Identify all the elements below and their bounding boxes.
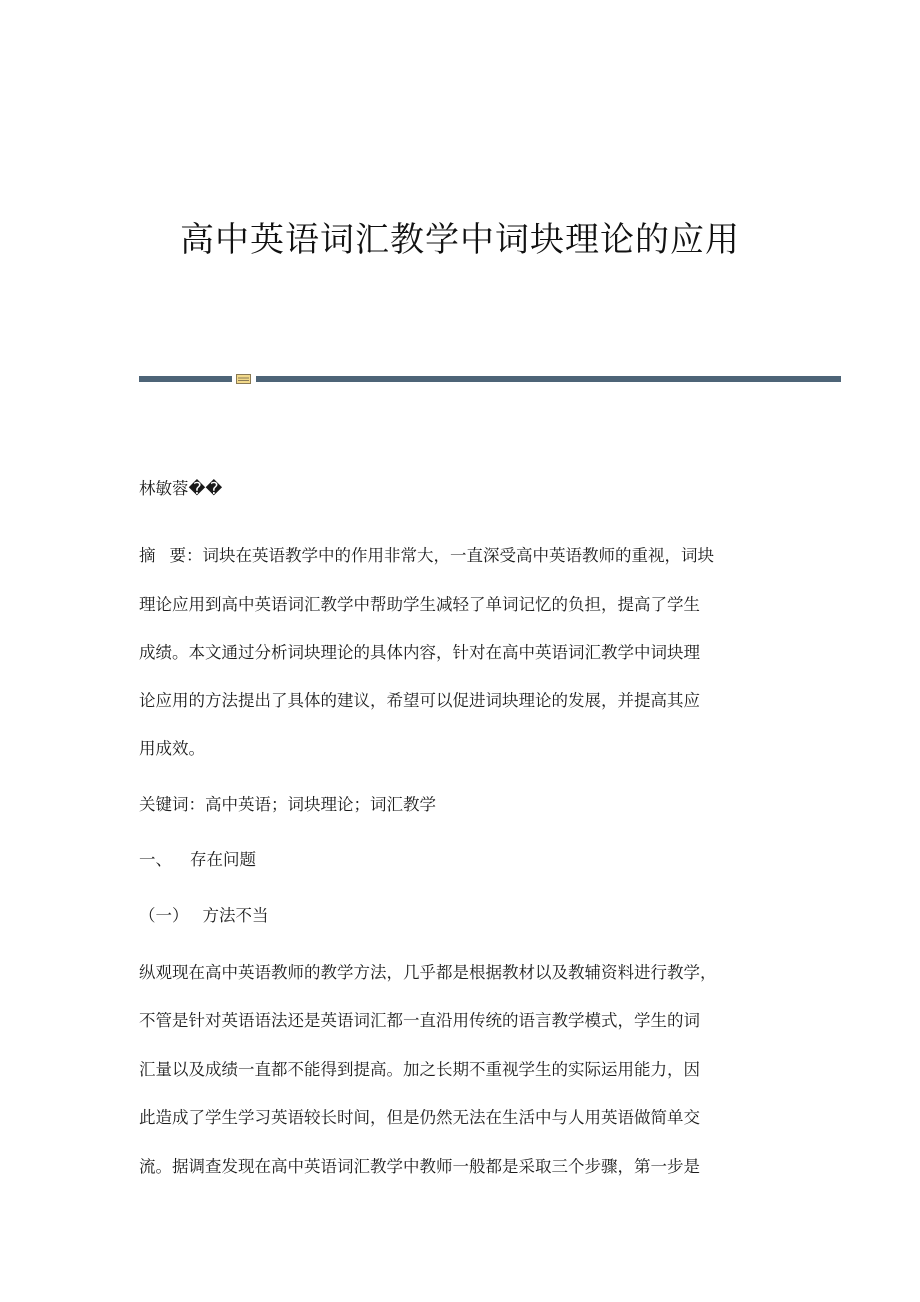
- title-divider: [139, 374, 841, 384]
- subsection-heading-1: [139, 905, 269, 927]
- subsection-title: 方法不当: [202, 906, 269, 925]
- body-line-5: 流。据调查发现在高中英语词汇教学中教师一般都是采取三个步骤，第一步是: [139, 1157, 700, 1176]
- abstract-line-2: 理论应用到高中英语词汇教学中帮助学生减轻了单词记忆的负担，提高了学生: [139, 595, 700, 614]
- abstract-label-char-1: 摘: [139, 546, 156, 565]
- document-title: 高中英语词汇教学中词块理论的应用: [180, 220, 740, 260]
- divider-bar-right: [256, 376, 841, 382]
- body-line-3: 汇量以及成绩一直都不能得到提高。加之长期不重视学生的实际运用能力，因: [139, 1060, 700, 1079]
- section-title: 存在问题: [190, 850, 256, 869]
- envelope-icon: [236, 374, 251, 384]
- subsection-number: （一）: [139, 906, 189, 925]
- body-line-1: 纵观现在高中英语教师的教学方法，几乎都是根据教材以及教辅资料进行教学，: [139, 963, 717, 982]
- body-line-4: 此造成了学生学习英语较长时间，但是仍然无法在生活中与人用英语做简单交: [139, 1108, 700, 1127]
- abstract-line-5: 用成效。: [139, 739, 205, 758]
- abstract-text-1: 词块在英语教学中的作用非常大，一直深受高中英语教师的重视，词块: [202, 546, 714, 565]
- section-heading-1: [139, 849, 256, 871]
- body-line-2: 不管是针对英语语法还是英语词汇都一直沿用传统的语言教学模式，学生的词: [139, 1011, 700, 1030]
- keywords-line: 关键词：高中英语；词块理论；词汇教学: [139, 795, 436, 814]
- abstract-line-1: [139, 545, 714, 567]
- abstract-line-4: 论应用的方法提出了具体的建议，希望可以促进词块理论的发展，并提高其应: [139, 691, 700, 710]
- author-name: 林敏蓉��: [139, 479, 223, 498]
- abstract-label-char-2: 要：: [169, 546, 203, 565]
- abstract-line-3: 成绩。本文通过分析词块理论的具体内容，针对在高中英语词汇教学中词块理: [139, 643, 700, 662]
- divider-bar-left: [139, 376, 232, 382]
- section-number: 一、: [139, 850, 172, 869]
